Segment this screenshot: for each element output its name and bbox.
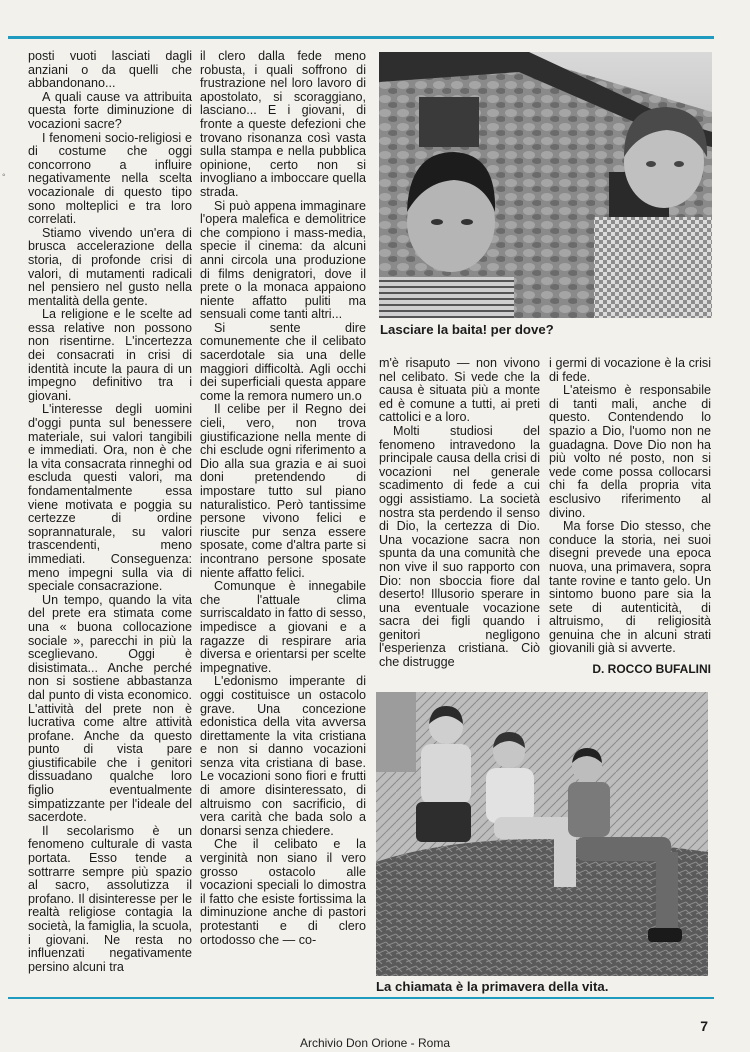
paragraph: L'ateismo è responsabile di tanti mali, anche di questo. Contendendo lo spazio a Dio, l'uomo non ne guadagna. Dove Dio non ha più volto né posto, non si vede come possa collocarsi chi fa della propria vita esclusivo riferimento al divino. [549, 383, 711, 520]
column-2 [200, 50, 366, 994]
paragraph: Comunque è innegabile che l'attuale clima surriscaldato in fatto di sesso, impedisce a giovani e a ragazze di respirare aria diversa e orientarsi per scelte impegnative. [200, 579, 366, 675]
paragraph: il clero dalla fede meno robusta, i quali soffrono di frustrazione nel loro lavoro di apostolato, si scoraggiano, lasciano... E i giovani, di fronte a queste defezioni che trovano risonanza così vasta sulla stampa e nella pubblica opinione, certo non si invogliano a imboccare quella strada. [200, 50, 366, 199]
margin-mark-icon: ◦ [2, 170, 6, 181]
photo-two-boys-hut [379, 52, 712, 318]
paragraph: i germi di vocazione è la crisi di fede. [549, 357, 711, 384]
paragraph: L'edonismo imperante di oggi costituisce un ostacolo grave. Una concezione edonistica della vita avversa direttamente la vita cristiana e non si danno vocazioni senza vita cristiana di base. Le vocazioni sono fiori e frutti di amore disinteressato, di altruismo con sacrificio, di vera carità che bada solo a donarsi senza chiedere. [200, 674, 366, 838]
paragraph: Un tempo, quando la vita del prete era stimata come una « buona collocazione sociale », parecchi in più la sceglievano. Oggi è disistimata... Anche perché non si sostiene abbastanza dal punto di vista economico. L'attività del prete non è lucrativa come altre attività profane. Anche da questo punto di vista pare giustificabile che i genitori dissuadano qualche loro figlio eventualmente simpatizzante per l'ideale del sacerdote. [28, 592, 192, 825]
paragraph: I fenomeni socio-religiosi e di costume che oggi concorrono a influire negativamente nella scelta vocazionale di questo tipo sono molteplici e tra loro correlati. [28, 130, 192, 227]
archive-footer: Archivio Don Orione - Roma [299, 1036, 451, 1050]
author-signature: D. ROCCO BUFALINI [592, 662, 711, 676]
paragraph: A quali cause va attribuita questa forte diminuzione di vocazioni sacre? [28, 89, 192, 131]
paragraph: m'è risaputo — non vivono nel celibato. Si vede che la causa è situata più a monte ed è comune a tutti, ai preti cattolici e a loro. [379, 357, 540, 425]
paragraph: Il celibe per il Regno dei cieli, vero, non trova giustificazione nella mente di chi esclude ogni riferimento a Dio alla sua grazia e ai suoi doni pretendendo di impostare tutto sul piano naturalistico. Però tantissime persone vivono felici e riuscite pur senza essere sposate, come d'altra parte si incontrano persone sposate niente affatto felici. [200, 402, 366, 580]
paragraph: Stiamo vivendo un'era di brusca accelerazione della storia, di profonde crisi di valori, di mutamenti radicali nel pensiero nel gusto nella mentalità della gente. [28, 225, 192, 308]
column-3 [379, 357, 540, 677]
photo-children-haystack-image [376, 692, 708, 976]
bottom-rule [8, 997, 714, 999]
paragraph: Si sente dire comunemente che il celibato sacerdotale sia una delle maggiori difficoltà. Agli occhi dei superficiali questa appare come la remora numero un.o [200, 320, 366, 403]
paragraph: L'interesse degli uomini d'oggi punta sul benessere materiale, sui valori tangibili e immediati. Ora, non è che la vita consacrata rinneghi od escluda questi valori, ma fondamentalmente essa viene motivata e poggia su certezze di ordine soprannaturale, su valori trascendenti, meno immediati. Conseguenza: meno impegni sulla via di speciale consacrazione. [28, 402, 192, 594]
paragraph: Si può appena immaginare l'opera malefica e demolitrice che compiono i mass-media, specie il cinema: da alcuni anni circola una produzione di films denigratori, dove il prete o la monaca appaiono niente affatto puliti ma sensuali come tanti altri... [200, 198, 366, 322]
paragraph: Il secolarismo è un fenomeno culturale di vasta portata. Esso tende a sottrarre sempre più spazio al sacro, assolutizza il profano. Il disinteresse per le realtà religiose contagia la società, la famiglia, la scuola, i giovani. Ne resta no influenzati negativamente persino alcuni tra [28, 823, 192, 974]
column-4 [549, 357, 711, 677]
paragraph: posti vuoti lasciati dagli anziani o da quelli che abbandonano... [28, 50, 192, 91]
photo-caption: La chiamata è la primavera della vita. [376, 979, 609, 994]
paragraph: La religione e le scelte ad essa relative non possono non risentirne. L'incertezza dei consacrati in crisi di identità incute la paura di un impegno definitivo tra i giovani. [28, 307, 192, 403]
photo-caption: Lasciare la baita! per dove? [380, 322, 554, 337]
top-rule [8, 36, 714, 39]
page-number: 7 [700, 1018, 708, 1034]
paragraph: Molti studiosi del fenomeno intravedono la principale causa della crisi di vocazioni nel generale scadimento di fede a cui oggi assistiamo. La società nostra sta perdendo il senso di Dio, la certezza di Dio. Una vocazione sacra non spunta da una comunità che non vive il suo rapporto con Dio: non sboccia fiore dal deserto! Illusorio sperare in una eventuale vocazione sacra dei figli quando i genitori negligono l'esperienza cristiana. Ciò che distrugge [379, 423, 540, 670]
column-1 [28, 50, 192, 994]
photo-two-boys-hut-image [379, 52, 712, 318]
paragraph: Ma forse Dio stesso, che conduce la storia, nei suoi disegni prevede una epoca nuova, una primavera, sopra tante rovine e tanto gelo. Un sintomo buono pare sia la sete di autenticità, di altruismo, di religiosità genuina che in alcuni strati giovanili già si avverte. [549, 519, 711, 656]
paragraph: Che il celibato e la verginità non siano il vero grosso ostacolo alle vocazioni speciali lo dimostra il fatto che esiste fortissima la diminuzione anche di pastori protestanti e di clero ortodosso che — co- [200, 837, 366, 947]
photo-children-haystack [376, 692, 708, 976]
